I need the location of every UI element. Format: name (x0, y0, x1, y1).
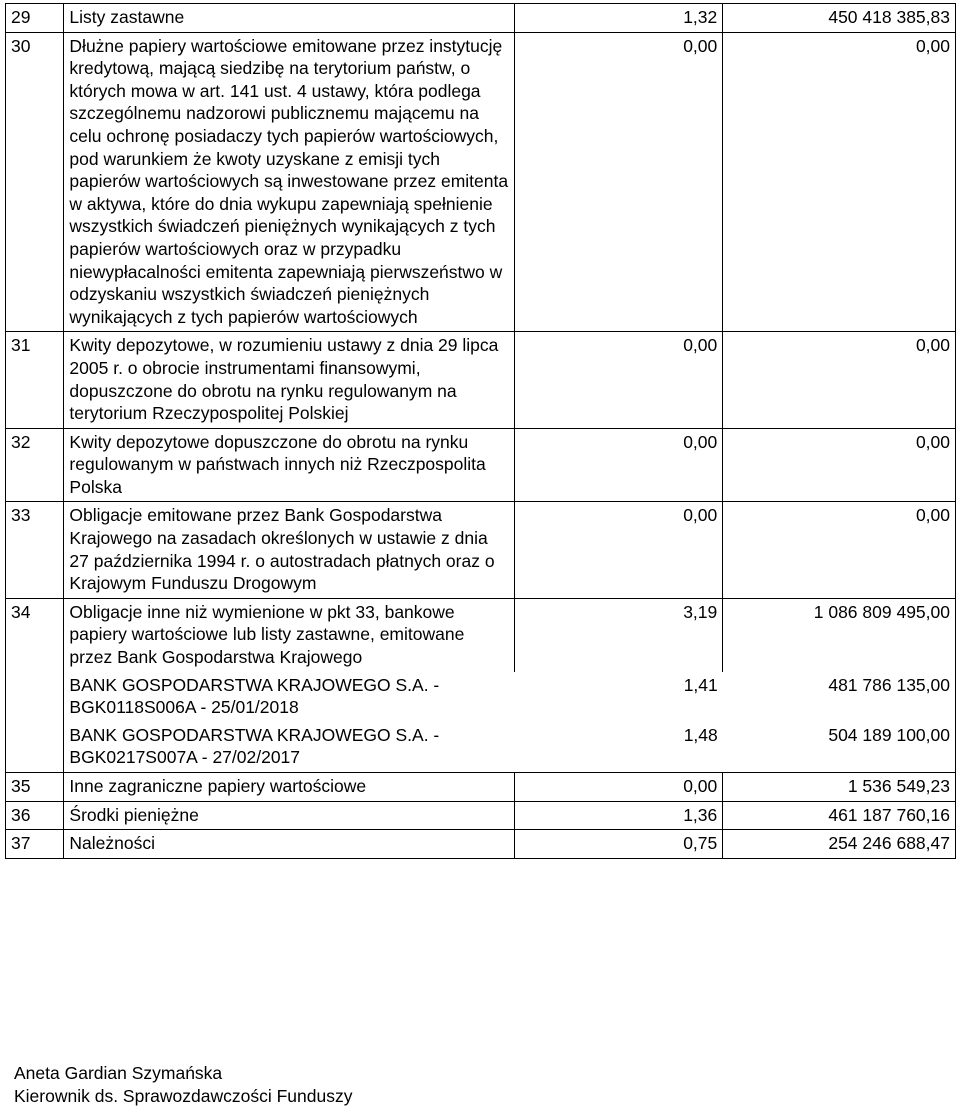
subrow-percent: 1,48 (514, 722, 723, 773)
row-value: 254 246 688,47 (723, 830, 956, 859)
table-row (6, 32, 956, 332)
table-row (6, 801, 956, 830)
row-name: Obligacje emitowane przez Bank Gospodarstwa Krajowego na zasadach określonych w ustawie z dnia 27 października 1994 r. o autostradach płatnych oraz o Krajowym Funduszu Drogowym (64, 502, 514, 598)
row-value: 0,00 (723, 428, 956, 502)
signature-block (14, 1062, 352, 1107)
row-number: 32 (6, 428, 64, 502)
row-percent: 1,36 (514, 801, 723, 830)
row-value: 1 086 809 495,00 (723, 598, 956, 671)
row-percent: 1,32 (514, 4, 723, 33)
subrow-name: BANK GOSPODARSTWA KRAJOWEGO S.A. - BGK0118S006A - 25/01/2018 (64, 672, 514, 722)
table-row (6, 773, 956, 802)
table-row (6, 332, 956, 428)
row-name: Kwity depozytowe dopuszczone do obrotu na rynku regulowanym w państwach innych niż Rzeczpospolita Polska (64, 428, 514, 502)
row-number: 35 (6, 773, 64, 802)
row-name: Listy zastawne (64, 4, 514, 33)
row-number: 34 (6, 598, 64, 772)
row-value: 0,00 (723, 502, 956, 598)
table-subrow (6, 672, 956, 722)
row-value: 0,00 (723, 32, 956, 332)
row-number: 31 (6, 332, 64, 428)
table-row (6, 4, 956, 33)
row-number: 30 (6, 32, 64, 332)
row-value: 0,00 (723, 332, 956, 428)
row-percent: 0,00 (514, 332, 723, 428)
table-row (6, 598, 956, 671)
row-percent: 0,00 (514, 428, 723, 502)
row-percent: 3,19 (514, 598, 723, 671)
assets-table (5, 3, 956, 859)
table-row (6, 830, 956, 859)
row-value: 1 536 549,23 (723, 773, 956, 802)
row-name: Dłużne papiery wartościowe emitowane przez instytucję kredytową, mającą siedzibę na terytorium państw, o których mowa w art. 141 ust. 4 ustawy, która podlega szczególnemu nadzorowi publicznemu mającemu na celu ochronę posiadaczy tych papierów wartościowych, pod warunkiem że kwoty uzyskane z emisji tych papierów wartościowych są inwestowane przez emitenta w aktywa, które do dnia wykupu zapewniają spełnienie wszystkich świadczeń pieniężnych wynikających z tych papierów wartościowych oraz w przypadku niewypłacalności emitenta zapewniają pierwszeństwo w odzyskaniu wszystkich świadczeń pieniężnych wynikających z tych papierów wartościowych (64, 32, 514, 332)
row-percent: 0,00 (514, 773, 723, 802)
subrow-percent: 1,41 (683, 674, 718, 695)
subrow-value: 481 786 135,00 (723, 672, 956, 722)
row-number: 29 (6, 4, 64, 33)
signatory-title: Kierownik ds. Sprawozdawczości Funduszy (14, 1085, 353, 1106)
row-number: 33 (6, 502, 64, 598)
row-value: 450 418 385,83 (723, 4, 956, 33)
signatory-name: Aneta Gardian Szymańska (14, 1063, 223, 1083)
table-row (6, 428, 956, 502)
row-number: 37 (6, 830, 64, 859)
row-name: Należności (64, 830, 514, 859)
row-name: Środki pieniężne (64, 801, 514, 830)
table-subrow (6, 722, 956, 773)
row-name: Obligacje inne niż wymienione w pkt 33, bankowe papiery wartościowe lub listy zastawne, emitowane przez Bank Gospodarstwa Krajowego (64, 598, 514, 671)
subrow-name: BANK GOSPODARSTWA KRAJOWEGO S.A. - BGK0217S007A - 27/02/2017 (64, 722, 514, 773)
row-percent: 0,00 (514, 502, 723, 598)
row-number: 36 (6, 801, 64, 830)
row-name: Kwity depozytowe, w rozumieniu ustawy z dnia 29 lipca 2005 r. o obrocie instrumentami finansowymi, dopuszczone do obrotu na rynku regulowanym na terytorium Rzeczypospolitej Polskiej (64, 332, 514, 428)
subrow-value: 504 189 100,00 (723, 722, 956, 773)
row-value: 461 187 760,16 (723, 801, 956, 830)
table-row (6, 502, 956, 598)
row-percent: 0,00 (514, 32, 723, 332)
row-name: Inne zagraniczne papiery wartościowe (64, 773, 514, 802)
row-percent: 0,75 (514, 830, 723, 859)
